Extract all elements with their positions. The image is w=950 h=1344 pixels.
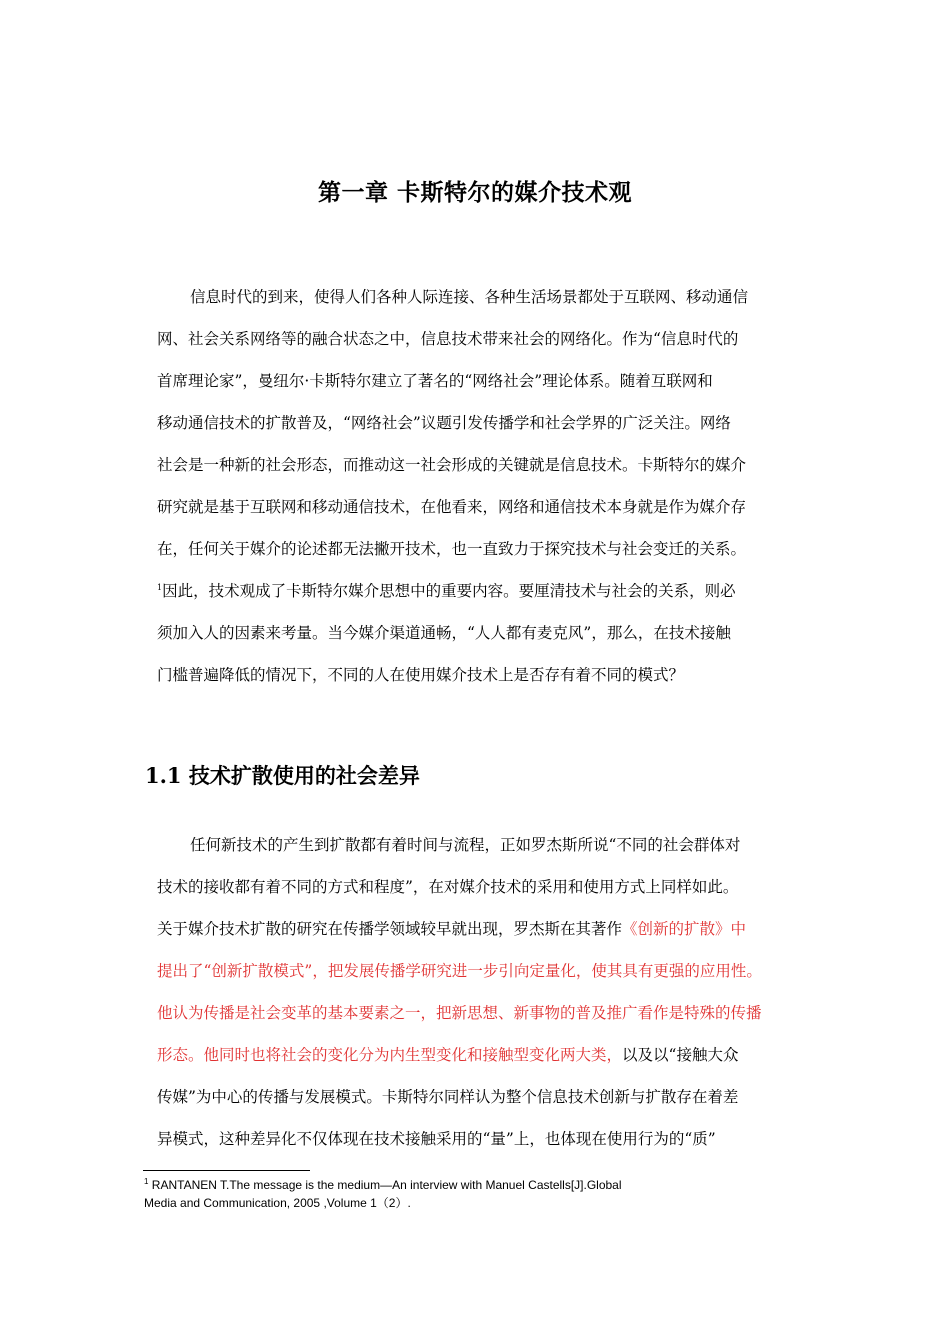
text-line: 门槛普遍降低的情况下，不同的人在使用媒介技术上是否存有着不同的模式？ [157,666,685,684]
text-line: 社会是一种新的社会形态，而推动这一社会形成的关键就是信息技术。卡斯特尔的媒介 [157,456,747,474]
text-line [157,1044,738,1066]
text-line: 首席理论家”，曼纽尔·卡斯特尔建立了著名的“网络社会”理论体系。随着互联网和 [157,372,713,390]
text-line: 技术的接收都有着不同的方式和程度”，在对媒介技术的采用和使用方式上同样如此。 [157,878,739,896]
section-heading: 1.1 技术扩散使用的社会差异 [145,763,420,788]
chapter-title: 第一章 卡斯特尔的媒介技术观 [317,179,632,206]
text-line [157,918,746,940]
text-line: 信息时代的到来，使得人们各种人际连接、各种生活场景都处于互联网、移动通信 [190,288,749,306]
footnote-line: Media and Communication, 2005 ,Volume 1（2）. [144,1196,411,1210]
text-line: 须加入人的因素来考量。当今媒介渠道通畅，“人人都有麦克风”，那么，在技术接触 [157,624,731,642]
text-line: 在，任何关于媒介的论述都无法撇开技术，也一直致力于探究技术与社会变迁的关系。 [157,540,747,558]
footnote-line [144,1176,622,1194]
text-span: 关于媒介技术扩散的研究在传播学领域较早就出现，罗杰斯在其著作 [157,920,623,938]
text-span: 因此，技术观成了卡斯特尔媒介思想中的重要内容。要厘清技术与社会的关系，则必 [162,582,736,600]
footnote-separator [143,1170,310,1171]
footnote-reference[interactable]: 1 [157,582,163,592]
highlighted-text: 《创新的扩散》中 [622,920,747,938]
text-line: 移动通信技术的扩散普及，“网络社会”议题引发传播学和社会学界的广泛关注。网络 [157,414,731,432]
footnote-text: RANTANEN T.The message is the medium—An interview with Manuel Castells[J].Global [148,1178,622,1192]
text-line: 网、社会关系网络等的融合状态之中，信息技术带来社会的网络化。作为“信息时代的 [157,330,739,348]
text-line: 传媒”为中心的传播与发展模式。卡斯特尔同样认为整个信息技术创新与扩散存在着差 [157,1088,739,1106]
text-line [157,580,736,602]
text-line: 研究就是基于互联网和移动通信技术，在他看来，网络和通信技术本身就是作为媒介存 [157,498,747,516]
highlighted-text-line: 提出了“创新扩散模式”，把发展传播学研究进一步引向定量化，使其具有更强的应用性。 [157,962,762,980]
text-span: 以及以“接触大众 [622,1046,739,1064]
text-line: 异模式，这种差异化不仅体现在技术接触采用的“量”上，也体现在使用行为的“质” [157,1130,716,1148]
highlighted-text-line: 他认为传播是社会变革的基本要素之一，把新思想、新事物的普及推广看作是特殊的传播 [157,1004,762,1022]
text-line: 任何新技术的产生到扩散都有着时间与流程，正如罗杰斯所说“不同的社会群体对 [190,836,741,854]
highlighted-text: 形态。他同时也将社会的变化分为内生型变化和接触型变化两大类， [157,1046,623,1064]
footnote-marker: 1 [144,1177,149,1186]
